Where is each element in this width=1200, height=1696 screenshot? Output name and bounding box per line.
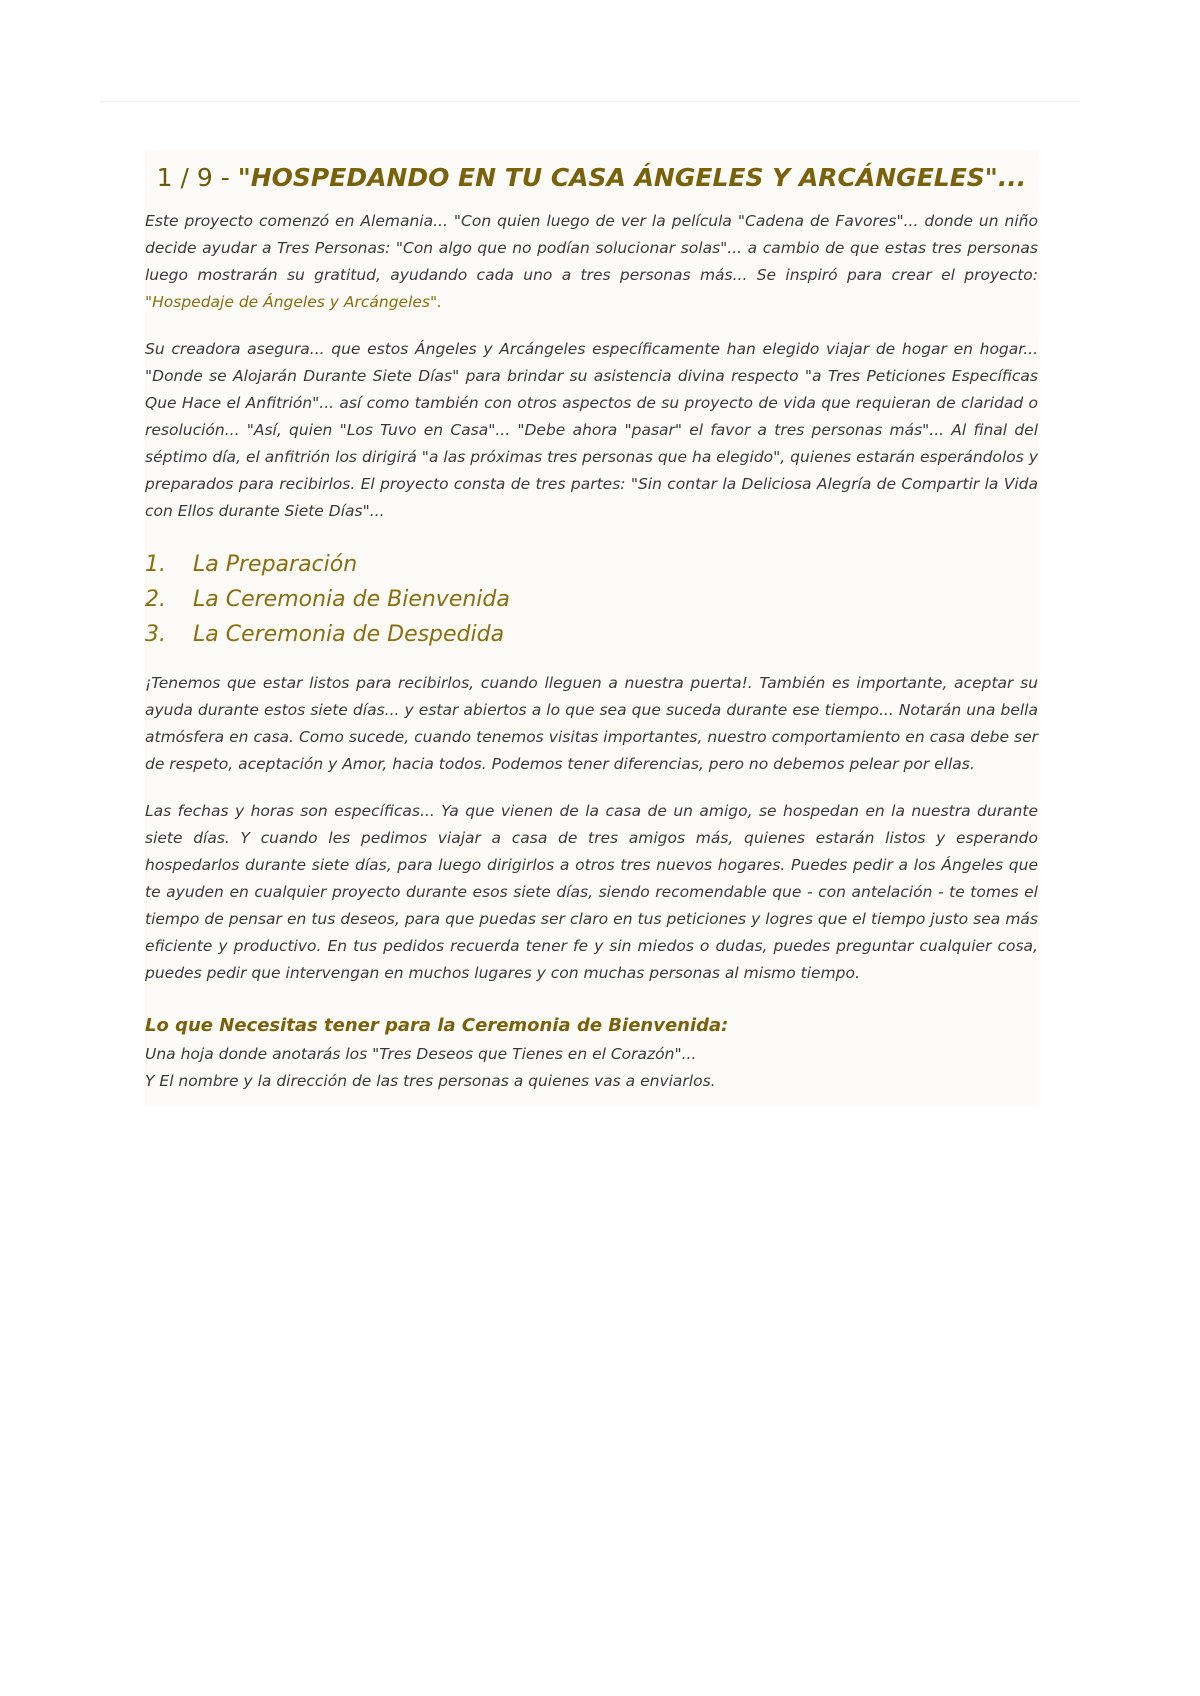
title-main: "HOSPEDANDO EN TU CASA ÁNGELES Y ARCÁNGELES"... bbox=[237, 163, 1027, 192]
list-item-label: La Preparación bbox=[193, 552, 358, 577]
project-parts-list bbox=[145, 547, 1038, 652]
list-item bbox=[145, 547, 1038, 582]
title-page-prefix: 1 / 9 - bbox=[156, 163, 238, 192]
needs-line-2: Y El nombre y la dirección de las tres personas a quienes vas a enviarlos. bbox=[145, 1072, 716, 1090]
creator-paragraph: Su creadora asegura... que estos Ángeles y Arcángeles específicamente han elegido viajar de hogar en hogar... "Donde se Alojarán Durante Siete Días" para brindar su asistencia divina respecto "a Tres Peticiones Específicas Que Hace el Anfitrión"... así como también con otros aspectos de su proyecto de vida que requieran de claridad o resolución... "Así, quien "Los Tuvo en Casa"... "Debe ahora "pasar" el favor a tres personas más"... Al final del séptimo día, el anfitrión los dirigirá "a las próximas tres personas que ha elegido", quienes estarán esperándolos y preparados para recibirlos. El proyecto consta de tres partes: "Sin contar la Deliciosa Alegría de Compartir la Vida con Ellos durante Siete Días"... bbox=[145, 340, 1038, 520]
needs-line-1: Una hoja donde anotarás los "Tres Deseos que Tienes en el Corazón"... bbox=[145, 1045, 697, 1063]
dates-paragraph: Las fechas y horas son específicas... Ya que vienen de la casa de un amigo, se hospedan en la nuestra durante siete días. Y cuando les pedimos viajar a casa de tres amigos más, quienes estarán listos y esperando hospedarlos durante siete días, para luego dirigirlos a otros tres nuevos hogares. Puedes pedir a los Ángeles que te ayuden en cualquier proyecto durante esos siete días, siendo recomendable que - con antelación - te tomes el tiempo de pensar en tus deseos, para que puedas ser claro en tus peticiones y logres que el tiempo justo sea más eficiente y productivo. En tus pedidos recuerda tener fe y sin miedos o dudas, puedes preguntar cualquier cosa, puedes pedir que intervengan en muchos lugares y con muchas personas al mismo tiempo. bbox=[145, 802, 1038, 982]
project-name: "Hospedaje de Ángeles y Arcángeles". bbox=[145, 293, 443, 311]
top-divider bbox=[100, 101, 1080, 102]
intro-paragraph bbox=[145, 208, 1038, 316]
list-item bbox=[145, 582, 1038, 617]
list-item-label: La Ceremonia de Bienvenida bbox=[193, 587, 510, 612]
needs-heading: Lo que Necesitas tener para la Ceremonia de Bienvenida: bbox=[145, 1015, 729, 1036]
list-item-number: 2. bbox=[145, 587, 166, 612]
list-item-number: 3. bbox=[145, 622, 166, 647]
document-content bbox=[145, 150, 1038, 1105]
document-title bbox=[145, 154, 1038, 202]
intro-paragraph-text: Este proyecto comenzó en Alemania... "Con quien luego de ver la película "Cadena de Favores"... donde un niño decide ayudar a Tres Personas: "Con algo que no podían solucionar solas"... a cambio de que estas tres personas luego mostrarán su gratitud, ayudando cada uno a tres personas más... Se inspiró para crear el proyecto: bbox=[145, 212, 1038, 284]
list-item-number: 1. bbox=[145, 552, 166, 577]
readiness-paragraph: ¡Tenemos que estar listos para recibirlos, cuando lleguen a nuestra puerta!. También es importante, aceptar su ayuda durante estos siete días... y estar abiertos a lo que sea que suceda durante ese tiempo... Notarán una bella atmósfera en casa. Como sucede, cuando tenemos visitas importantes, nuestro comportamiento en casa debe ser de respeto, aceptación y Amor, hacia todos. Podemos tener diferencias, pero no debemos pelear por ellas. bbox=[145, 674, 1038, 773]
list-item-label: La Ceremonia de Despedida bbox=[193, 622, 505, 647]
list-item bbox=[145, 617, 1038, 652]
